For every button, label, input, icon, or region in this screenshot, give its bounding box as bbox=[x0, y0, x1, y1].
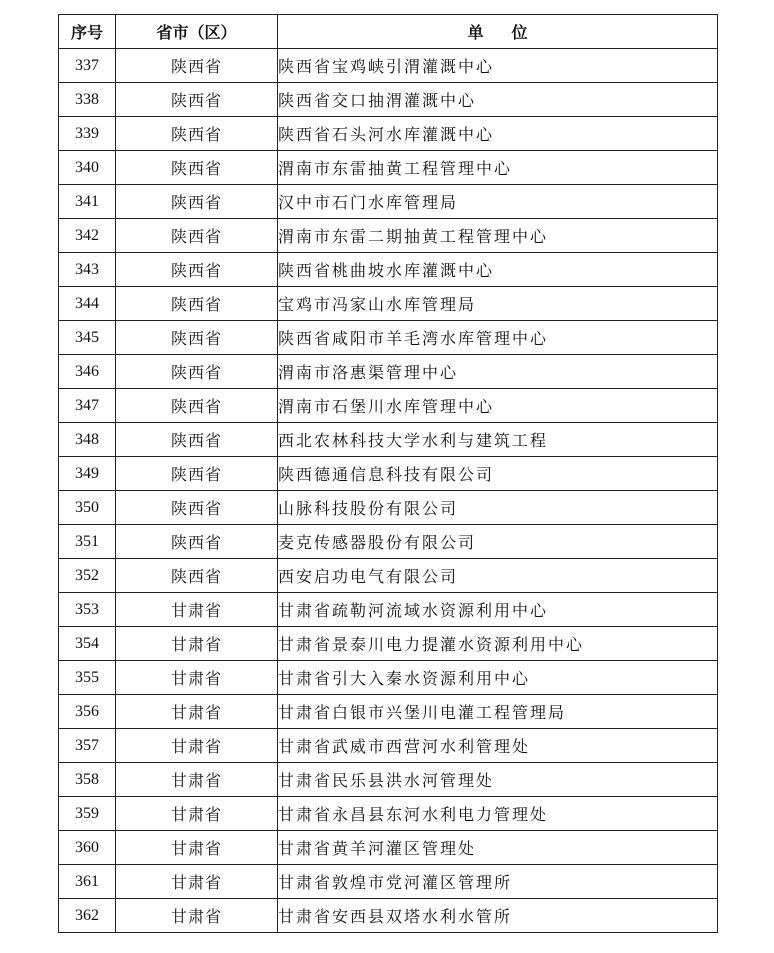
row-unit: 陕西省桃曲坡水库灌溉中心 bbox=[278, 253, 718, 287]
header-row bbox=[59, 15, 718, 49]
row-number: 341 bbox=[59, 185, 116, 219]
row-province: 甘肃省 bbox=[116, 831, 278, 865]
row-number: 356 bbox=[59, 695, 116, 729]
table-body bbox=[59, 49, 718, 933]
row-unit: 甘肃省武威市西营河水利管理处 bbox=[278, 729, 718, 763]
table-row bbox=[59, 763, 718, 797]
row-province: 陕西省 bbox=[116, 389, 278, 423]
row-number: 361 bbox=[59, 865, 116, 899]
row-province: 陕西省 bbox=[116, 559, 278, 593]
row-unit: 甘肃省民乐县洪水河管理处 bbox=[278, 763, 718, 797]
row-number: 358 bbox=[59, 763, 116, 797]
table-row bbox=[59, 593, 718, 627]
table-row bbox=[59, 355, 718, 389]
table-row bbox=[59, 627, 718, 661]
table-header bbox=[59, 15, 718, 49]
row-province: 陕西省 bbox=[116, 253, 278, 287]
row-unit: 陕西省石头河水库灌溉中心 bbox=[278, 117, 718, 151]
row-number: 338 bbox=[59, 83, 116, 117]
row-province: 陕西省 bbox=[116, 219, 278, 253]
table-row bbox=[59, 49, 718, 83]
table-row bbox=[59, 491, 718, 525]
table-row bbox=[59, 797, 718, 831]
row-province: 甘肃省 bbox=[116, 593, 278, 627]
row-province: 陕西省 bbox=[116, 287, 278, 321]
table-row bbox=[59, 321, 718, 355]
table-row bbox=[59, 287, 718, 321]
row-unit: 渭南市东雷二期抽黄工程管理中心 bbox=[278, 219, 718, 253]
row-province: 甘肃省 bbox=[116, 763, 278, 797]
row-unit: 甘肃省黄羊河灌区管理处 bbox=[278, 831, 718, 865]
province-column-header: 省市（区） bbox=[116, 15, 278, 49]
row-province: 陕西省 bbox=[116, 525, 278, 559]
table-row bbox=[59, 83, 718, 117]
table-row bbox=[59, 695, 718, 729]
row-unit: 山脉科技股份有限公司 bbox=[278, 491, 718, 525]
row-unit: 陕西德通信息科技有限公司 bbox=[278, 457, 718, 491]
row-province: 陕西省 bbox=[116, 117, 278, 151]
table-row bbox=[59, 729, 718, 763]
row-number: 339 bbox=[59, 117, 116, 151]
row-number: 359 bbox=[59, 797, 116, 831]
row-province: 甘肃省 bbox=[116, 865, 278, 899]
row-number: 353 bbox=[59, 593, 116, 627]
row-number: 354 bbox=[59, 627, 116, 661]
row-unit: 甘肃省引大入秦水资源利用中心 bbox=[278, 661, 718, 695]
table-row bbox=[59, 865, 718, 899]
index-column-header: 序号 bbox=[59, 15, 116, 49]
row-number: 350 bbox=[59, 491, 116, 525]
row-unit: 甘肃省敦煌市党河灌区管理所 bbox=[278, 865, 718, 899]
row-unit: 麦克传感器股份有限公司 bbox=[278, 525, 718, 559]
table-row bbox=[59, 525, 718, 559]
row-province: 甘肃省 bbox=[116, 797, 278, 831]
row-province: 甘肃省 bbox=[116, 627, 278, 661]
row-province: 陕西省 bbox=[116, 423, 278, 457]
row-unit: 渭南市东雷抽黄工程管理中心 bbox=[278, 151, 718, 185]
table-row bbox=[59, 389, 718, 423]
row-number: 347 bbox=[59, 389, 116, 423]
row-number: 357 bbox=[59, 729, 116, 763]
row-number: 349 bbox=[59, 457, 116, 491]
row-province: 陕西省 bbox=[116, 355, 278, 389]
row-province: 甘肃省 bbox=[116, 899, 278, 933]
row-province: 陕西省 bbox=[116, 151, 278, 185]
row-province: 陕西省 bbox=[116, 321, 278, 355]
row-number: 342 bbox=[59, 219, 116, 253]
row-number: 343 bbox=[59, 253, 116, 287]
row-number: 344 bbox=[59, 287, 116, 321]
unit-list-table bbox=[58, 14, 718, 933]
table-row bbox=[59, 185, 718, 219]
row-unit: 汉中市石门水库管理局 bbox=[278, 185, 718, 219]
table-row bbox=[59, 899, 718, 933]
row-number: 340 bbox=[59, 151, 116, 185]
row-province: 陕西省 bbox=[116, 457, 278, 491]
row-number: 348 bbox=[59, 423, 116, 457]
row-province: 甘肃省 bbox=[116, 661, 278, 695]
row-number: 352 bbox=[59, 559, 116, 593]
row-unit: 甘肃省疏勒河流域水资源利用中心 bbox=[278, 593, 718, 627]
row-province: 陕西省 bbox=[116, 185, 278, 219]
row-number: 355 bbox=[59, 661, 116, 695]
row-unit: 陕西省咸阳市羊毛湾水库管理中心 bbox=[278, 321, 718, 355]
row-number: 337 bbox=[59, 49, 116, 83]
row-unit: 西安启功电气有限公司 bbox=[278, 559, 718, 593]
row-unit: 甘肃省白银市兴堡川电灌工程管理局 bbox=[278, 695, 718, 729]
unit-column-header: 单位 bbox=[278, 15, 718, 49]
row-number: 362 bbox=[59, 899, 116, 933]
row-number: 346 bbox=[59, 355, 116, 389]
row-province: 甘肃省 bbox=[116, 729, 278, 763]
row-unit: 甘肃省永昌县东河水利电力管理处 bbox=[278, 797, 718, 831]
table-row bbox=[59, 219, 718, 253]
table-row bbox=[59, 151, 718, 185]
row-unit: 甘肃省安西县双塔水利水管所 bbox=[278, 899, 718, 933]
row-province: 陕西省 bbox=[116, 83, 278, 117]
row-number: 360 bbox=[59, 831, 116, 865]
table-row bbox=[59, 559, 718, 593]
row-unit: 渭南市石堡川水库管理中心 bbox=[278, 389, 718, 423]
row-unit: 渭南市洛惠渠管理中心 bbox=[278, 355, 718, 389]
row-number: 351 bbox=[59, 525, 116, 559]
table-row bbox=[59, 117, 718, 151]
row-unit: 陕西省宝鸡峡引渭灌溉中心 bbox=[278, 49, 718, 83]
table-row bbox=[59, 423, 718, 457]
row-unit: 宝鸡市冯家山水库管理局 bbox=[278, 287, 718, 321]
table-row bbox=[59, 457, 718, 491]
table-row bbox=[59, 253, 718, 287]
row-unit: 西北农林科技大学水利与建筑工程 bbox=[278, 423, 718, 457]
row-unit: 甘肃省景泰川电力提灌水资源利用中心 bbox=[278, 627, 718, 661]
row-province: 陕西省 bbox=[116, 49, 278, 83]
row-unit: 陕西省交口抽渭灌溉中心 bbox=[278, 83, 718, 117]
table-row bbox=[59, 831, 718, 865]
row-province: 陕西省 bbox=[116, 491, 278, 525]
row-number: 345 bbox=[59, 321, 116, 355]
table-row bbox=[59, 661, 718, 695]
row-province: 甘肃省 bbox=[116, 695, 278, 729]
